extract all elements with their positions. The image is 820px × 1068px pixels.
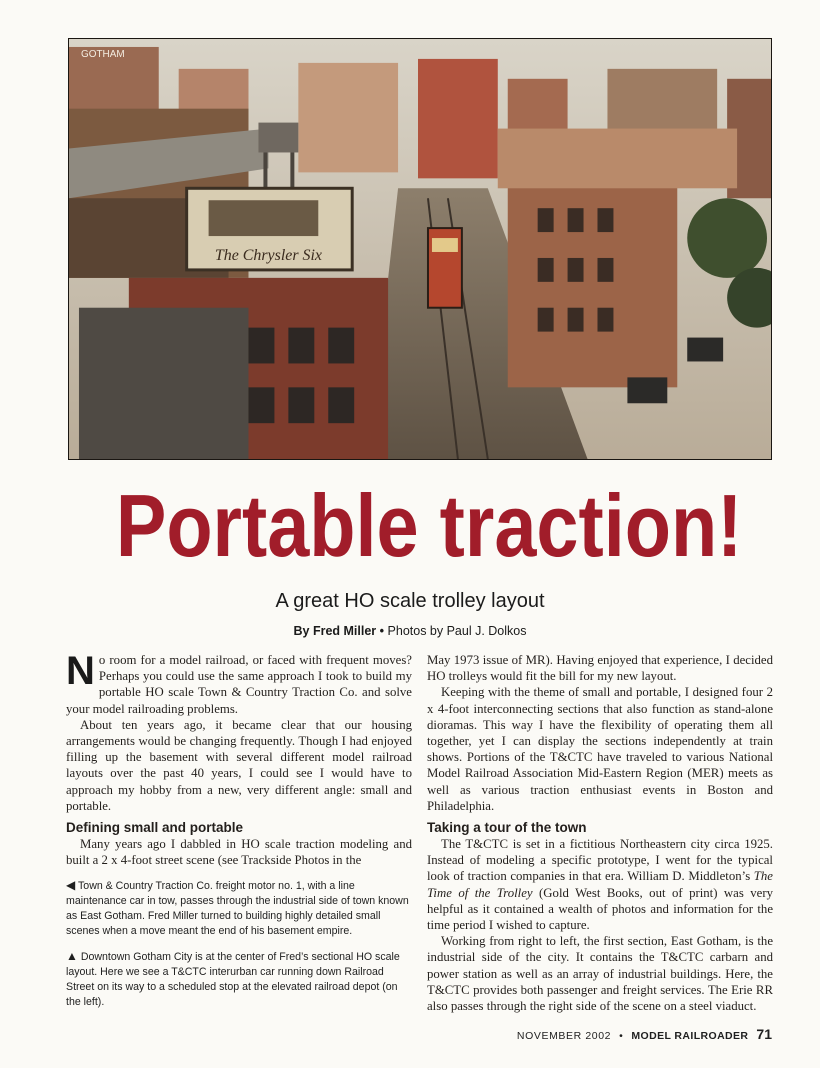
intro-paragraph — [66, 649, 412, 717]
subhead-defining: Defining small and portable — [66, 820, 244, 836]
byline-author: By Fred Miller — [293, 624, 377, 638]
issue-date: NOVEMBER 2002 — [516, 1030, 612, 1042]
paragraph-text: (Gold West Books, out of print) was very helpful as it contained a wealth of photos and information for the time period I wished to capture. — [427, 885, 774, 933]
paragraph: May 1973 issue of MR). Having enjoyed that experience, I decided HO trolleys would fit the bill for my new layout. — [427, 653, 773, 684]
layout-photo — [68, 38, 772, 460]
paragraph: Working from right to left, the first section, East Gotham, is the industrial side of the city. It contains the T&CTC carbarn and power station as well as an array of industrial buildings. Here, the T&CTC provides both passenger and freight services. The Erie RR also passes through the right side of the scene on a steel viaduct. — [427, 934, 773, 1014]
byline-bullet: • — [379, 624, 385, 638]
right-column — [427, 652, 773, 1014]
paragraph: About ten years ago, it became clear that our housing arrangements would be changing frequently. Though I had enjoyed filling up the basement with several different model railroad layouts over the past 40 years, I could see I would have to approach my hobby from a new, very different angle: small and portable. — [66, 717, 412, 813]
page-number: 71 — [756, 1026, 772, 1042]
caption-freight-motor — [66, 878, 412, 939]
intro-text: o room for a model railroad, or faced with frequent moves? Perhaps you could use the same approach I took to build my portable HO scale Town & Country Traction Co. and solve your model railroading problems. — [66, 653, 412, 716]
photo-corner-sign: GOTHAM — [80, 48, 125, 60]
left-column — [66, 649, 412, 1010]
headline: Portable traction! — [115, 476, 743, 575]
paragraph — [427, 836, 773, 933]
magazine-name: MODEL RAILROADER — [631, 1030, 749, 1042]
dropcap: N — [66, 649, 95, 693]
triangle-left-icon: ◀ — [66, 878, 76, 893]
byline — [0, 624, 820, 638]
city-scene-illustration — [69, 39, 771, 459]
paragraph: Keeping with the theme of small and portable, I designed four 2 x 4-foot interconnecting sections that also function as stand-alone dioramas. This way I have the flexibility of operating them all together, yet I can display the sections independently at train shows. Portions of the T&CTC have traveled to various National Model Railroad Association Mid-Eastern Region (MER) meets as well as various traction enthusiast events in Boston and Philadelphia. — [427, 685, 773, 813]
billboard-text: The Chrysler Six — [214, 246, 322, 264]
subhead-tour: Taking a tour of the town — [427, 820, 587, 836]
page-footer — [517, 1026, 772, 1042]
book-title: The Time of the Trolley — [427, 869, 773, 900]
byline-photos: Photos by Paul J. Dolkos — [387, 624, 527, 638]
caption-text: Downtown Gotham City is at the center of Fred’s sectional HO scale layout. Here we see a T&CTC interurban car running down Railroad Street on its way to a scheduled stop at the elevated railroad depot (on the left). — [66, 951, 400, 1009]
subtitle: A great HO scale trolley layout — [275, 590, 545, 612]
footer-bullet: • — [619, 1030, 624, 1042]
caption-downtown — [66, 949, 412, 1010]
triangle-up-icon: ▲ — [66, 949, 78, 964]
caption-text: Town & Country Traction Co. freight motor no. 1, with a line maintenance car in tow, passes through the industrial side of town known as East Gotham. Fred Miller turned to building highly detailed small scenes when a move meant the end of his basement empire. — [66, 880, 409, 938]
paragraph: Many years ago I dabbled in HO scale traction modeling and built a 2 x 4-foot street scene (see Trackside Photos in the — [66, 837, 412, 868]
paragraph-text: The T&CTC is set in a fictitious Northeastern city circa 1925. Instead of modeling a specific prototype, I went for the typical look of traction companies in that era. William D. Middleton’s — [427, 837, 773, 884]
